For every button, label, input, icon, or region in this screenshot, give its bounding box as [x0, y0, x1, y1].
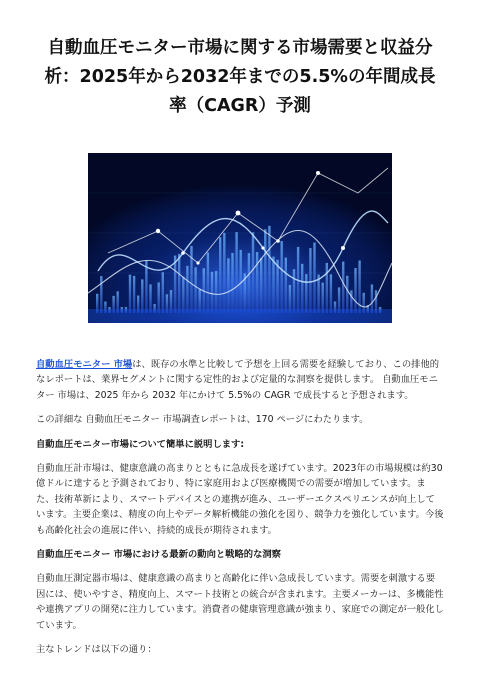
hero-bar	[260, 258, 262, 313]
hero-bar	[211, 272, 213, 313]
intro-text: は、既存の水準と比較して予想を上回る需要を経験しており、この排他的なレポートは、業界セグメントに関する定性的および定量的な洞察を提供します。 自動血圧モニター 市場は、2025 年から 2032 年にかけて 5.5%の CAGR で成長すると予想されます。	[36, 359, 440, 401]
hero-bar	[162, 272, 164, 313]
hero-bar	[305, 274, 307, 313]
hero-bar	[145, 261, 147, 313]
section1-heading: 自動血圧モニター市場について簡単に説明します:	[36, 438, 245, 450]
hero-bar	[268, 226, 270, 313]
hero-bar	[248, 253, 250, 313]
hero-bar	[281, 241, 283, 313]
hero-bar	[301, 264, 303, 313]
hero-image	[88, 153, 392, 323]
hero-bar	[141, 279, 143, 313]
hero-bar	[276, 260, 278, 313]
hero-bar	[235, 232, 237, 313]
hero-bar	[219, 237, 221, 313]
section2-body: 自動血圧測定器市場は、健康意識の高まりと高齢化に伴い急成長しています。需要を刺激する要因には、使いやすさ、精度向上、スマート技術との統合が含まれます。主要メーカーは、多機能性や連携アプリの開発に注力しています。消費者の健康管理意識が強まり、家庭での測定が一般化しています。	[36, 573, 444, 631]
section2-heading: 自動血圧モニター 市場における最新の動向と戦略的な洞察	[36, 549, 281, 561]
article-body	[36, 357, 444, 658]
hero-bar	[182, 277, 184, 313]
hero-bar	[207, 252, 209, 313]
hero-bar	[240, 250, 242, 313]
hero-bar	[346, 276, 348, 313]
hero-bar	[190, 246, 192, 313]
hero-bar	[174, 256, 176, 313]
hero-bar	[326, 263, 328, 313]
hero-bar	[293, 269, 295, 313]
hero-bar	[231, 253, 233, 313]
hero-bar	[313, 243, 315, 313]
hero-bar	[100, 276, 102, 313]
hero-bar	[133, 276, 135, 313]
hero-bar	[252, 232, 254, 313]
hero-bar	[256, 252, 258, 313]
hero-bar	[309, 248, 311, 313]
hero-bar	[178, 254, 180, 313]
market-link[interactable]: 自動血圧モニター 市場	[36, 359, 133, 370]
hero-bar	[342, 262, 344, 313]
hero-bar	[158, 282, 160, 313]
hero-bar	[264, 229, 266, 313]
trends-intro: 主なトレンドは以下の通り：	[36, 644, 157, 656]
hero-bar	[330, 274, 332, 313]
hero-bar	[371, 284, 373, 313]
hero-bar	[215, 271, 217, 313]
hero-bar	[194, 267, 196, 313]
hero-bar	[354, 268, 356, 313]
intro-paragraph	[36, 357, 444, 403]
section1-body: 自動血圧計市場は、健康意識の高まりとともに急成長を遂げています。2023年の市場規模は約30億ドルに達すると予測されており、特に家庭用および医療機関での需要が増加しています。また、技術革新により、スマートデバイスとの連携が進み、ユーザーエクスペリエンスが向上しています。主要企業は、精度の向上やデータ解析機能の強化を図り、競争力を強化しています。今後も高齢化社会の進展に伴い、持続的成長が期待されます。	[36, 463, 444, 536]
document-title: 自動血圧モニター市場に関する市場需要と収益分析：2025年から2032年までの5.5%の年間成長率（CAGR）予測	[44, 38, 436, 116]
pages-line: この詳細な 自動血圧モニター 市場調査レポートは、170 ページにわたります。	[36, 414, 369, 426]
hero-bar	[322, 283, 324, 313]
hero-bar	[272, 257, 274, 313]
hero-bar	[149, 284, 151, 313]
hero-bar	[227, 258, 229, 313]
hero-bar	[289, 285, 291, 313]
hero-bar	[129, 275, 131, 313]
hero-bar	[285, 258, 287, 313]
